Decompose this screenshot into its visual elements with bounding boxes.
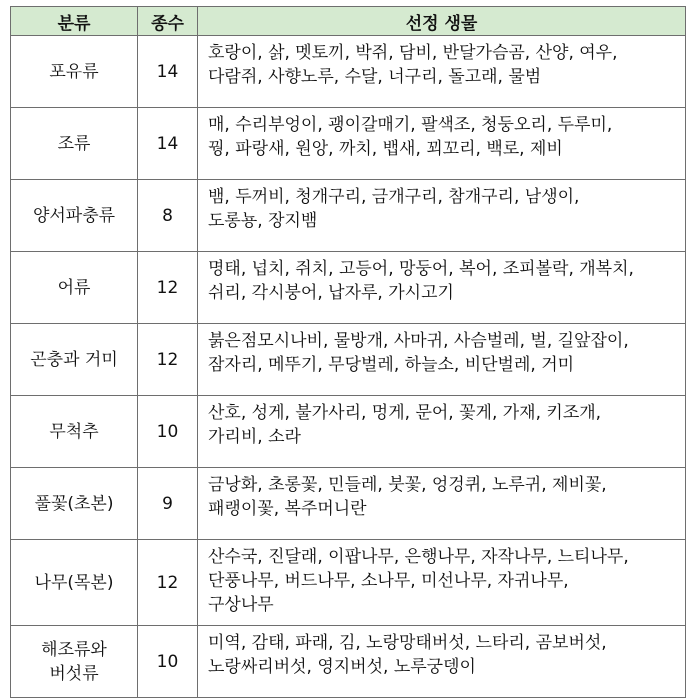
count-cell: 12 [138, 324, 198, 396]
species-line: 뱀, 두꺼비, 청개구리, 금개구리, 참개구리, 남생이, [208, 187, 580, 207]
species-line: 다람쥐, 사향노루, 수달, 너구리, 돌고래, 물범 [208, 67, 542, 87]
count-cell: 14 [138, 36, 198, 108]
species-line: 붉은점모시나비, 물방개, 사마귀, 사슴벌레, 벌, 길앞잡이, [208, 331, 629, 351]
count-cell: 12 [138, 252, 198, 324]
species-line: 명태, 넙치, 쥐치, 고등어, 망둥어, 복어, 조피볼락, 개복치, [208, 259, 634, 279]
category-cell: 조류 [11, 108, 138, 180]
header-species: 선정 생물 [198, 7, 686, 36]
species-line: 미역, 감태, 파래, 김, 노랑망태버섯, 느타리, 곰보버섯, [208, 633, 607, 653]
species-cell [198, 540, 686, 626]
species-cell [198, 626, 686, 698]
category-line: 버섯류 [49, 663, 99, 684]
count-cell: 12 [138, 540, 198, 626]
species-cell [198, 396, 686, 468]
category-cell [11, 626, 138, 698]
table-row [11, 540, 686, 626]
species-line: 호랑이, 삵, 멧토끼, 박쥐, 담비, 반달가슴곰, 산양, 여우, [208, 43, 618, 63]
species-line: 매, 수리부엉이, 괭이갈매기, 팔색조, 청둥오리, 두루미, [208, 115, 613, 135]
species-line: 구상나무 [208, 595, 274, 615]
species-line: 패랭이꽃, 복주머니란 [208, 499, 367, 519]
species-line: 단풍나무, 버드나무, 소나무, 미선나무, 자귀나무, [208, 571, 569, 591]
species-line: 금낭화, 초롱꽃, 민들레, 붓꽃, 엉겅퀴, 노루귀, 제비꽃, [208, 475, 607, 495]
species-line: 꿩, 파랑새, 원앙, 까치, 뱁새, 꾀꼬리, 백로, 제비 [208, 139, 563, 159]
species-line: 잠자리, 메뚜기, 무당벌레, 하늘소, 비단벌레, 거미 [208, 355, 575, 375]
table-row [11, 396, 686, 468]
table-row [11, 324, 686, 396]
species-cell [198, 324, 686, 396]
table-row [11, 252, 686, 324]
species-cell [198, 468, 686, 540]
header-category: 분류 [11, 7, 138, 36]
species-line: 산호, 성게, 불가사리, 멍게, 문어, 꽃게, 가재, 키조개, [208, 403, 602, 423]
species-line: 쉬리, 각시붕어, 납자루, 가시고기 [208, 283, 454, 303]
species-table [10, 6, 686, 698]
table-row [11, 36, 686, 108]
table-row [11, 626, 686, 698]
species-line: 산수국, 진달래, 이팝나무, 은행나무, 자작나무, 느티나무, [208, 547, 629, 567]
species-cell [198, 252, 686, 324]
category-cell: 포유류 [11, 36, 138, 108]
category-cell: 나무(목본) [11, 540, 138, 626]
count-cell: 14 [138, 108, 198, 180]
header-row [11, 7, 686, 36]
count-cell: 8 [138, 180, 198, 252]
species-line: 노랑싸리버섯, 영지버섯, 노루궁뎅이 [208, 657, 476, 677]
header-count: 종수 [138, 7, 198, 36]
category-cell: 곤충과 거미 [11, 324, 138, 396]
category-cell: 풀꽃(초본) [11, 468, 138, 540]
species-cell [198, 180, 686, 252]
species-line: 가리비, 소라 [208, 427, 301, 447]
table-row [11, 468, 686, 540]
category-line: 해조류와 [41, 639, 107, 660]
count-cell: 10 [138, 396, 198, 468]
species-line: 도롱뇽, 장지뱀 [208, 211, 318, 231]
table-row [11, 108, 686, 180]
count-cell: 10 [138, 626, 198, 698]
table-row [11, 180, 686, 252]
category-cell: 무척추 [11, 396, 138, 468]
category-cell: 어류 [11, 252, 138, 324]
species-table-container [10, 6, 686, 698]
count-cell: 9 [138, 468, 198, 540]
species-cell [198, 36, 686, 108]
category-cell: 양서파충류 [11, 180, 138, 252]
species-cell [198, 108, 686, 180]
